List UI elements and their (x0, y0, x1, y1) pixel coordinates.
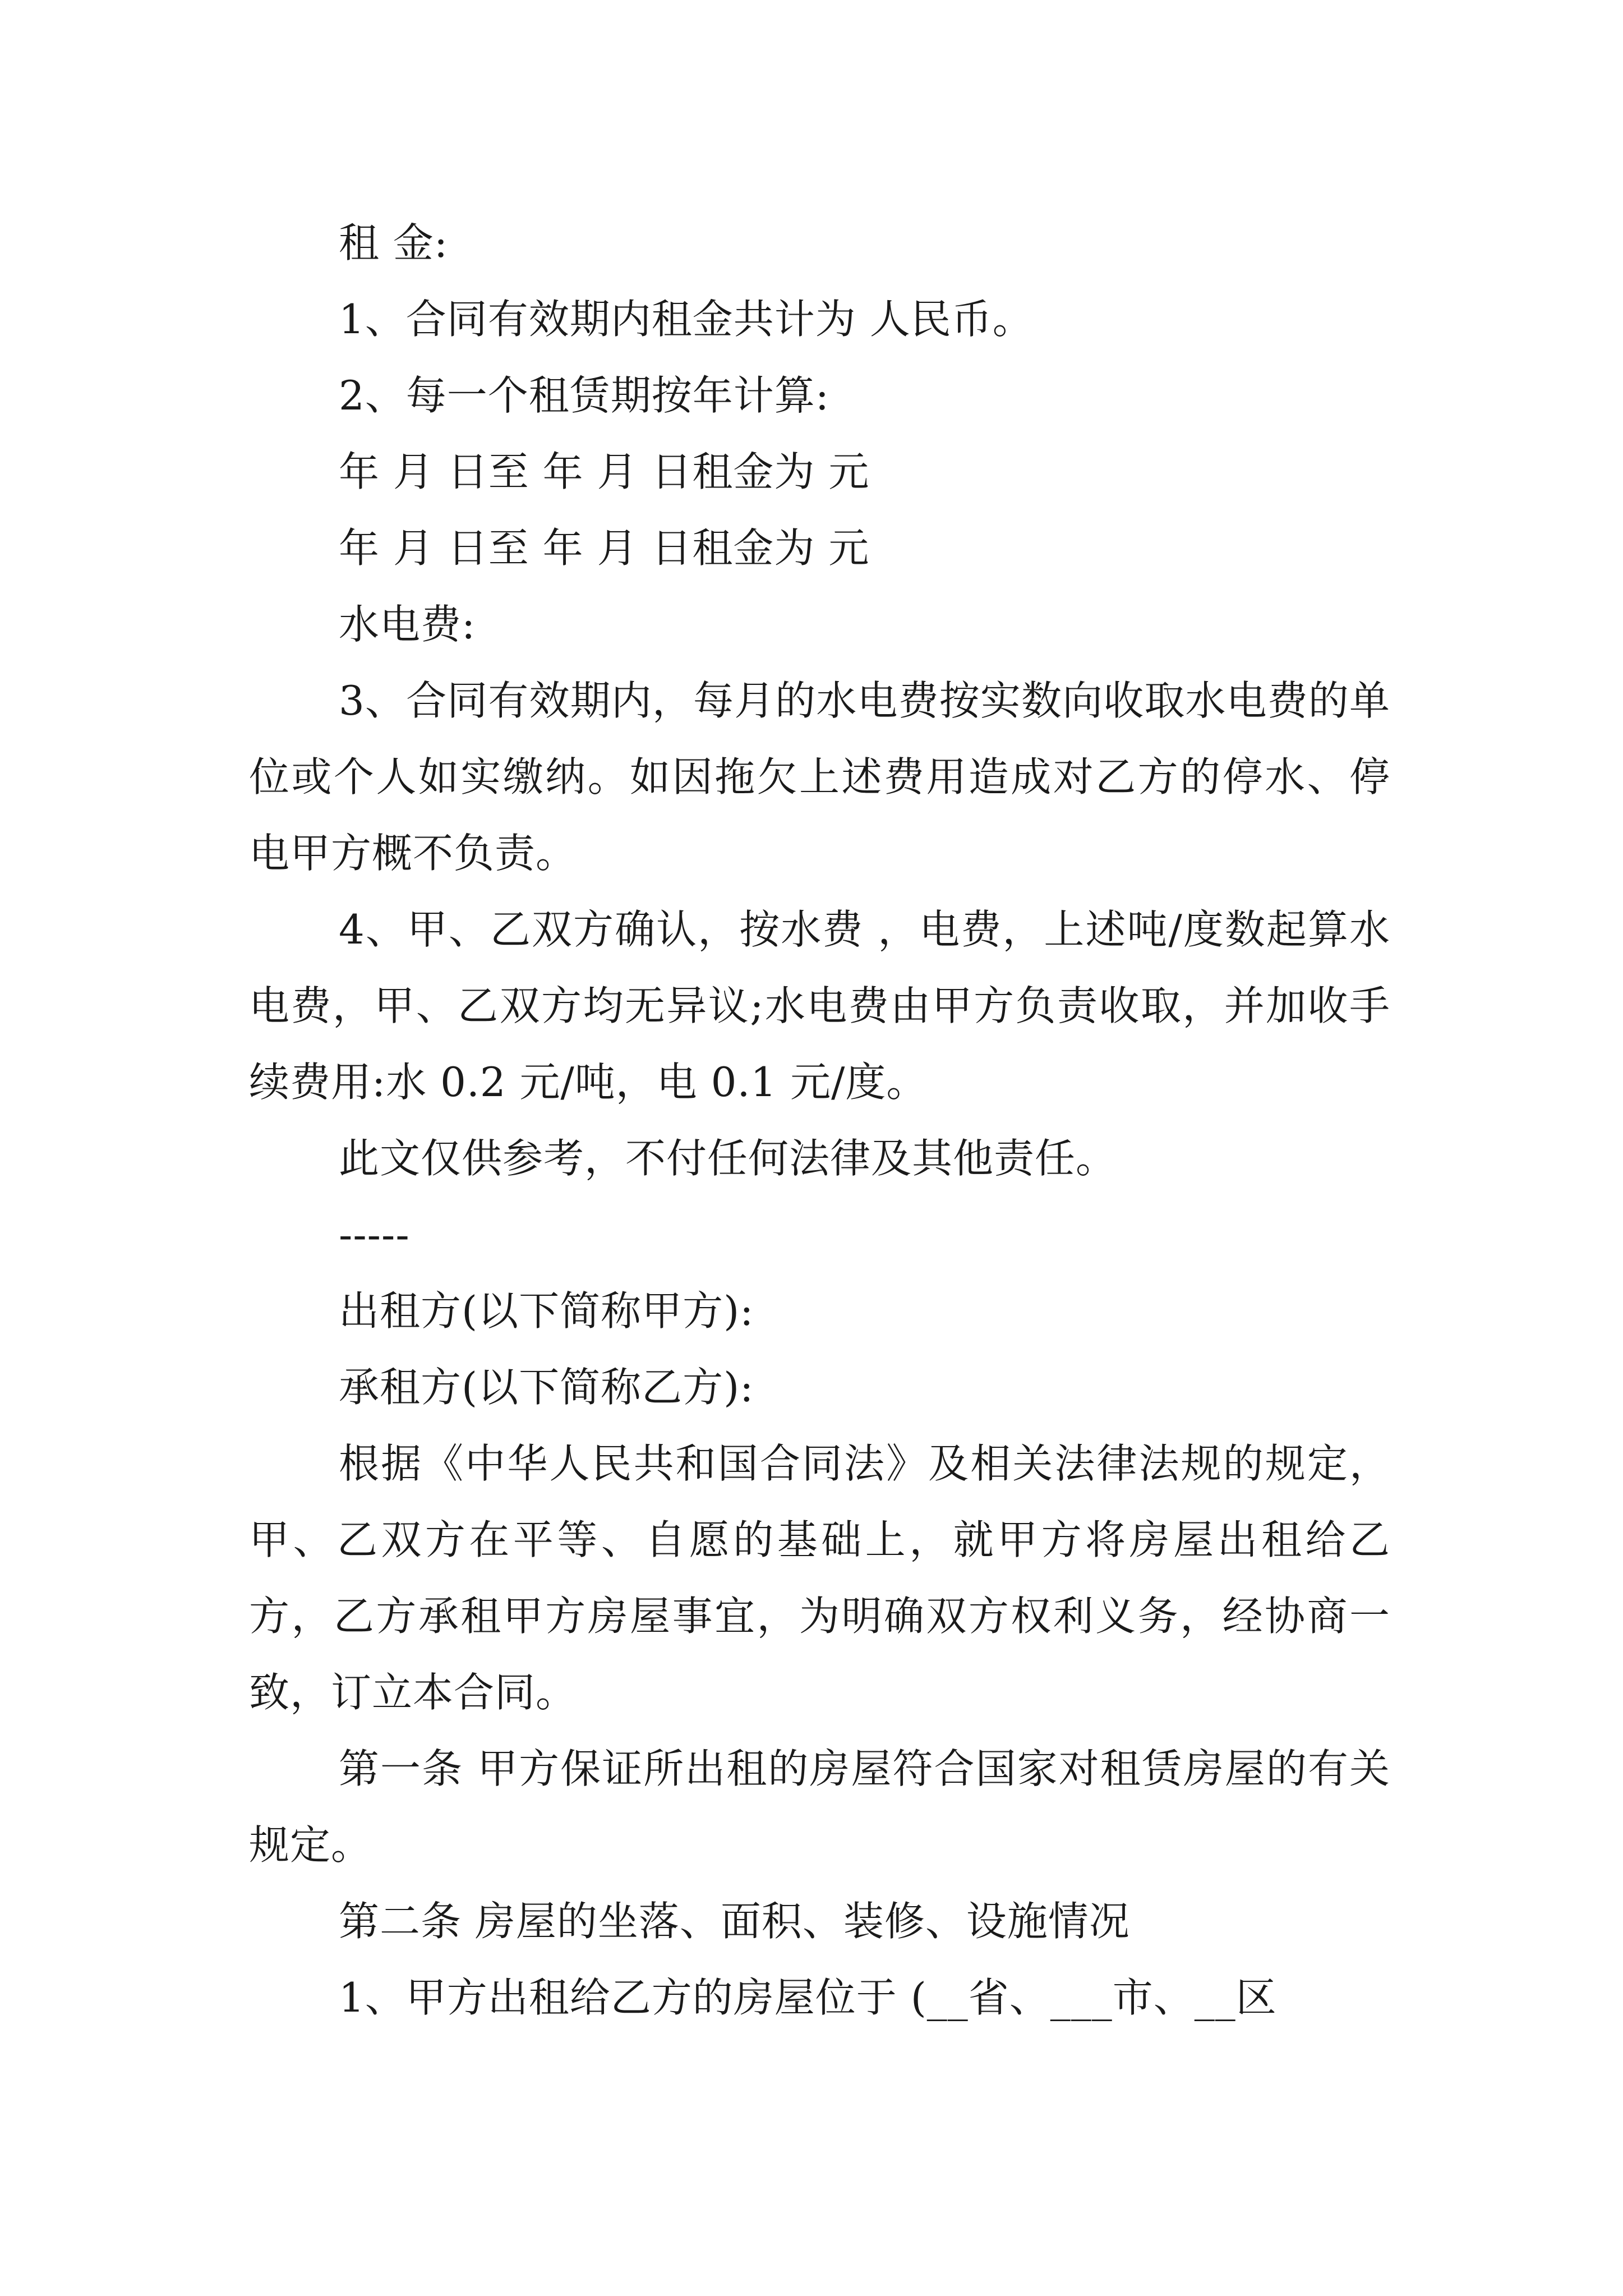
document-body (249, 205, 1390, 2036)
paragraph-lessor: 出租方(以下简称甲方): (339, 1287, 754, 1335)
paragraph-clause-4: 4、甲、乙双方确认，按水费 ，电费，上述吨/度数起算水电费，甲、乙双方均无异议;水电费由甲方负责收取，并加收手续费用:水 0.2 元/吨，电 0.1 元/度。 (249, 906, 1390, 1106)
paragraph-clause-1: 1、合同有效期内租金共计为 人民币。 (339, 296, 1034, 343)
paragraph-rent-period-1: 年 月 日至 年 月 日租金为 元 (339, 448, 870, 495)
section-divider: ----- (339, 1211, 410, 1258)
paragraph-rent-heading: 租 金: (339, 219, 449, 266)
paragraph-rent-period-2: 年 月 日至 年 月 日租金为 元 (339, 524, 870, 572)
paragraph-disclaimer: 此文仅供参考，不付任何法律及其他责任。 (339, 1135, 1117, 1182)
paragraph-preamble: 根据《中华人民共和国合同法》及相关法律法规的规定，甲、乙双方在平等、自愿的基础上，就甲方将房屋出租给乙方，乙方承租甲方房屋事宜，为明确双方权利义务，经协商一致，订立本合同。 (249, 1440, 1390, 1716)
paragraph-article-1: 第一条 甲方保证所出租的房屋符合国家对租赁房屋的有关规定。 (249, 1745, 1390, 1869)
paragraph-clause-2: 2、每一个租赁期按年计算: (339, 372, 830, 419)
paragraph-article-2: 第二条 房屋的坐落、面积、装修、设施情况 (339, 1898, 1130, 1945)
paragraph-article-2-item-1: 1、甲方出租给乙方的房屋位于 (__省、___市、__区 (339, 1974, 1277, 2021)
paragraph-utilities-heading: 水电费: (339, 601, 476, 648)
paragraph-lessee: 承租方(以下简称乙方): (339, 1364, 754, 1411)
paragraph-clause-3: 3、合同有效期内，每月的水电费按实数向收取水电费的单位或个人如实缴纳。如因拖欠上述费用造成对乙方的停水、停电甲方概不负责。 (249, 677, 1390, 877)
